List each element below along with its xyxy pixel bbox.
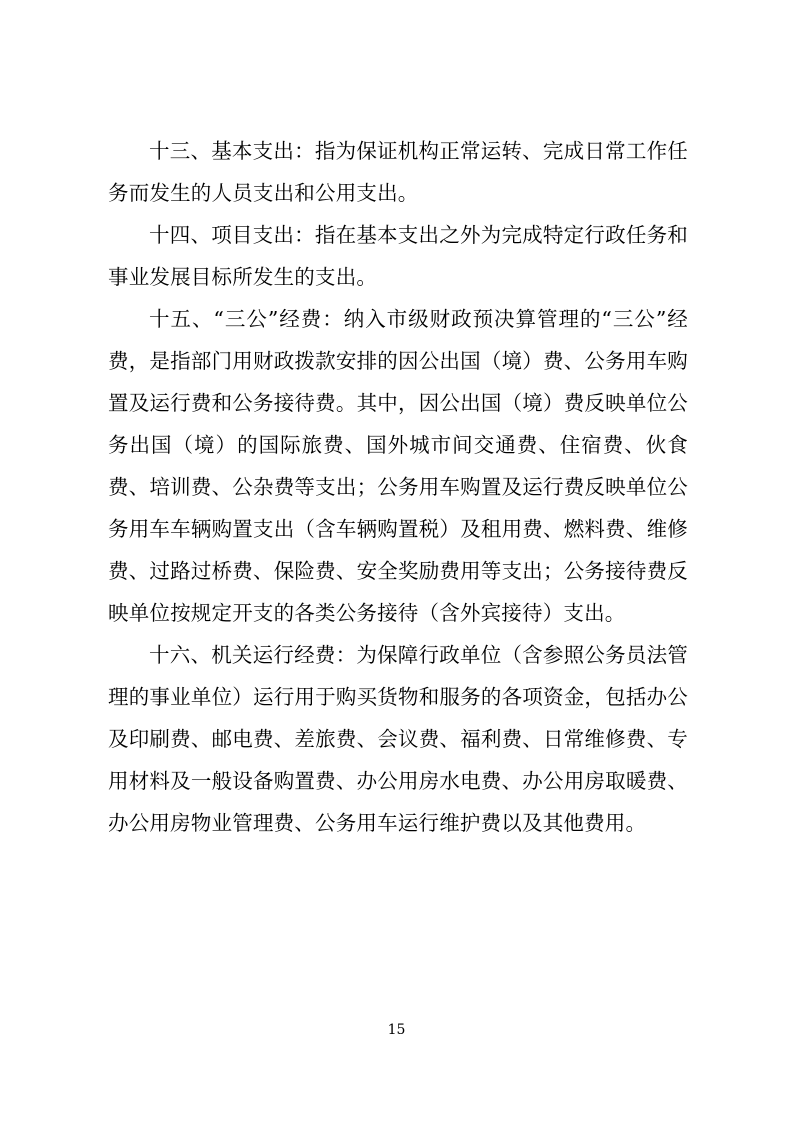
paragraph-15: 十五、“三公”经费：纳入市级财政预决算管理的“三公”经费，是指部门用财政拨款安排的因公出国（境）费、公务用车购置及运行费和公务接待费。其中，因公出国（境）费反映单位公务出国（境）的国际旅费、国外城市间交通费、住宿费、伙食费、培训费、公杂费等支出；公务用车购置及运行费反映单位公务用车车辆购置支出（含车辆购置税）及租用费、燃料费、维修费、过路过桥费、保险费、安全奖励费用等支出；公务接待费反映单位按规定开支的各类公务接待（含外宾接待）支出。 xyxy=(108,307,688,625)
document-body xyxy=(108,130,688,844)
paragraph-14: 十四、项目支出：指在基本支出之外为完成特定行政任务和事业发展目标所发生的支出。 xyxy=(108,223,688,289)
paragraph-13: 十三、基本支出：指为保证机构正常运转、完成日常工作任务而发生的人员支出和公用支出。 xyxy=(108,139,688,205)
paragraph-16: 十六、机关运行经费：为保障行政单位（含参照公务员法管理的事业单位）运行用于购买货物和服务的各项资金，包括办公及印刷费、邮电费、差旅费、会议费、福利费、日常维修费、专用材料及一般设备购置费、办公用房水电费、办公用房取暖费、办公用房物业管理费、公务用车运行维护费以及其他费用。 xyxy=(108,643,688,835)
page-number: 15 xyxy=(387,1022,406,1038)
